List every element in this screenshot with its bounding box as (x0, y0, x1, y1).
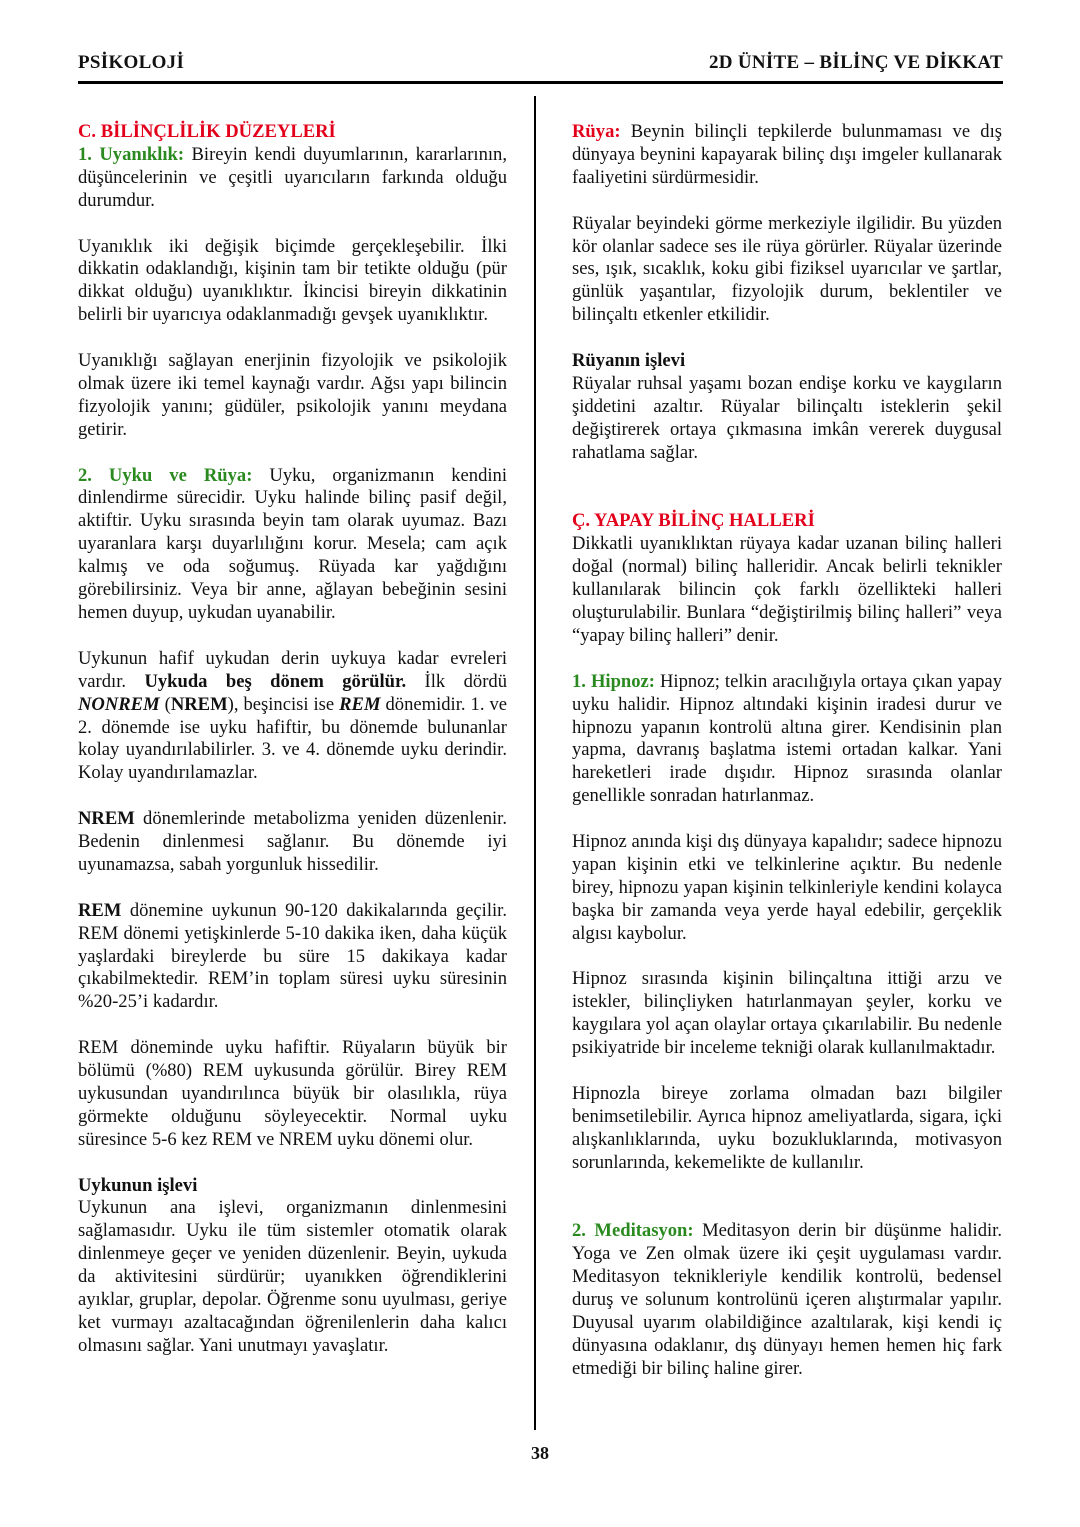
text-run: İlk dördü (406, 670, 507, 692)
paragraph-text: Uyku, organizmanın kendini dinlendirme sürecidir. Uyku halinde bilinç pasif değil, aktiftir. Uyku sırasında beyin tam olarak uyumaz. Bazı uyaranlara karşı duyarlılığını korur. Mesela; cam açık kalmış ve oda soğumuş. Rüyada kar yağdığını görebilirsiniz. Veya bir anne, ağlayan bebeğinin sesini hemen duyup, uykudan uyanabilir. (78, 464, 508, 623)
term-uyku-ruya: 2. Uyku ve Rüya: (78, 464, 253, 486)
paragraph-uyaniklik-energy: Uyanıklığı sağlayan enerjinin fizyolojik ve psikolojik olmak üzere iki temel kaynağı vardır. Ağsı yapı bilincin fizyolojik yanını; güdüler, psikolojik yanını meydana getirir. (78, 350, 507, 440)
paragraph-hipnoz-2: Hipnoz anında kişi dış dünyaya kapalıdır; sadece hipnozu yapan kişinin etki ve telkinlerine açıktır. Bu nedenle birey, hipnozu yapan kişinin telkinleriyle kendini kolayca başka bir zamanda veya yerde hayal edebilir, gerçeklik algısı kaybolur. (572, 831, 1002, 944)
text-run: dönemidir. 1. ve 2. dönemde ise uyku hafiftir, bu dönemde bulunanlar kolay uyandırılabilirler. 3. ve 4. dönemde uyku derindir. Kolay uyandırılamazlar. (78, 693, 508, 784)
term-uyaniklik: 1. Uyanıklık: (78, 143, 185, 165)
paragraph-ruya-def (572, 121, 1002, 190)
paragraph-text: dönemine uykunun 90-120 dakikalarında geçilir. REM dönemi yetişkinlerde 5-10 dakika iken, daha küçük yaşlardaki bireylerde bu süre 15 dakikaya kadar çıkabilmektedir. REM’in toplam süresi uyku süresinin %20-25’i kadardır. (78, 899, 507, 1013)
bold-run: Uykuda beş dönem görülür. (144, 670, 407, 692)
paragraph-hipnoz-3: Hipnoz sırasında kişinin bilinçaltına ittiği arzu ve istekler, bilinçliyken hatırlanmayan şeyler, korku ve kaygılara yol açan olaylar ortaya çıkarılabilir. Bu nedenle psikiyatride bir inceleme tekniği olarak kullanılmaktadır. (572, 968, 1002, 1059)
term-nrem: NREM (170, 693, 228, 715)
term-nonrem: NONREM (78, 693, 160, 715)
section-title-bilinclilik: C. BİLİNÇLİLİK DÜZEYLERİ (78, 121, 336, 142)
text-run: ( (159, 693, 171, 715)
term-ruya: Rüya: (572, 121, 621, 142)
paragraph-text: Bireyin kendi duyumlarının, kararlarının, düşüncelerinin ve çeşitli uyarıcıların farkında olduğu durumdur. (78, 143, 507, 211)
column-divider (534, 96, 536, 1430)
paragraph-meditasyon (572, 1220, 1002, 1380)
paragraph-text: Beynin bilinçli tepkilerde bulunmaması ve dış dünyaya beynini kapayarak bilinç dışı imgeler kullanarak faaliyetini sürdürmesidir. (572, 121, 1002, 188)
paragraph-rem-dreams: REM döneminde uyku hafiftir. Rüyaların büyük bir bölümü (%80) REM uykusunda görülür. Birey REM uykusundan uyandırılınca büyük bir olasılıkla, rüya görmekte olduğunu söyleyecektir. Normal uyku süresince 5-6 kez REM ve NREM uyku dönemi olur. (78, 1037, 507, 1150)
subheading-ruya-islevi: Rüyanın işlevi (572, 350, 686, 372)
header-unit-title: 2D ÜNİTE – BİLİNÇ VE DİKKAT (708, 52, 1003, 73)
paragraph-text: dönemlerinde metabolizma yeniden düzenlenir. Bedenin dinlenmesi sağlanır. Bu dönemde iyi uyunamazsa, sabah yorgunluk hissedilir. (78, 808, 507, 875)
paragraph-text: Hipnoz; telkin aracılığıyla ortaya çıkan yapay uyku halidir. Hipnoz altındaki kişinin iradesi durur ve hipnozu yapanın kontrolü altına girer. Kendisinin plan yapma, davranış başlatma istemi ortadan kalkar. Yani hareketleri irade dışıdır. Hipnoz sırasında olanlar genellikle sonradan hatırlanmaz. (572, 670, 1002, 807)
text-run: Uykunun hafif uykudan derin uykuya kadar evreleri vardır. (78, 647, 507, 692)
term-meditasyon: 2. Meditasyon: (572, 1220, 694, 1242)
paragraph-uyaniklik-def (78, 144, 507, 213)
page-header (78, 52, 1003, 80)
header-rule (78, 81, 1003, 84)
term-rem: REM (339, 693, 381, 715)
term-hipnoz: 1. Hipnoz: (572, 670, 655, 692)
paragraph-text: Meditasyon derin bir düşünme halidir. Yoga ve Zen olmak üzere iki çeşit uygulaması vardır. Meditasyon teknikleriyle kendilik kontrolü, bedensel duruş ve solunum kontrolünü içeren alıştırmalar yapılır. Duyusal uyarım olabildiğince azaltılarak, kişi kendi iç dünyasına odaklanır, dış dünyayı hemen hemen hiç fark etmediği bir bilinç haline girer. (572, 1220, 1002, 1379)
section-title-yapay-bilinc: Ç. YAPAY BİLİNÇ HALLERİ (572, 510, 815, 532)
paragraph-uyku-islevi: Uykunun ana işlevi, organizmanın dinlenmesini sağlamasıdır. Uyku ile tüm sistemler otomatik olarak dinlenmeye geçer ve yeniden düzenlenir. Beyin, uykuda da aktivitesini sürdürür; uyanıkken öğrendiklerini ayıklar, gruplar, depolar. Öğrenme sonu uyulması, geriye ket vurmayı azaltacağından öğrenilenlerin daha kalıcı olmasını sağlar. Yani unutmayı yavaşlatır. (78, 1197, 507, 1356)
paragraph-uyku-def (78, 465, 507, 625)
term-nrem-heading: NREM (78, 808, 135, 830)
header-subject: PSİKOLOJİ (78, 52, 185, 73)
paragraph-yapay-bilinc: Dikkatli uyanıklıktan rüyaya kadar uzanan bilinç halleri doğal (normal) bilinç halleridir. Ancak belirli teknikler kullanılarak bilincin çok farklı özellikteki halleri oluşturulabilir. Bunlara “değiştirilmiş bilinç halleri” veya “yapay bilinç halleri” denir. (572, 533, 1002, 646)
term-rem-heading: REM (78, 899, 122, 921)
subheading-uyku-islevi: Uykunun işlevi (78, 1174, 198, 1196)
text-run: ), beşincisi ise (227, 693, 340, 715)
paragraph-nrem (78, 808, 507, 877)
paragraph-uyaniklik-types: Uyanıklık iki değişik biçimde gerçekleşebilir. İlki dikkatin odaklandığı, kişinin tam bir tetikte olduğu (pür dikkat olduğu) uyanıklıktır. İkincisi bireyin dikkatinin belirli bir uyarıcıya odaklanmadığı gevşek uyanıklıktır. (78, 235, 507, 326)
paragraph-hipnoz-4: Hipnozla bireye zorlama olmadan bazı bilgiler benimsetilebilir. Ayrıca hipnoz ameliyatlarda, sigara, içki alışkanlıklarında, uyku bozukluklarında, motivasyon sorunlarında, kekemelikte de kullanılır. (572, 1082, 1002, 1173)
paragraph-ruya-islevi: Rüyalar ruhsal yaşamı bozan endişe korku ve kaygıların şiddetini azaltır. Rüyalar bilinçaltı isteklerin şekil değiştirerek ortaya çıkmasına imkân vererek duygusal rahatlama sağlar. (572, 372, 1002, 463)
paragraph-uyku-stages (78, 648, 507, 785)
paragraph-hipnoz-def (572, 671, 1002, 808)
paragraph-rem (78, 900, 507, 1015)
paragraph-ruya-vision: Rüyalar beyindeki görme merkeziyle ilgilidir. Bu yüzden kör olanlar sadece ses ile rüya görürler. Rüyalar üzerinde ses, ışık, sıcaklık, koku gibi fiziksel uyarıcılar ve şartlar, günlük yaşantılar, fizyolojik durum, beklentiler ve bilinçaltı etkenler etkilidir. (572, 212, 1002, 326)
right-column (572, 121, 1002, 1381)
left-column (78, 121, 507, 1358)
page-number: 38 (531, 1443, 549, 1463)
